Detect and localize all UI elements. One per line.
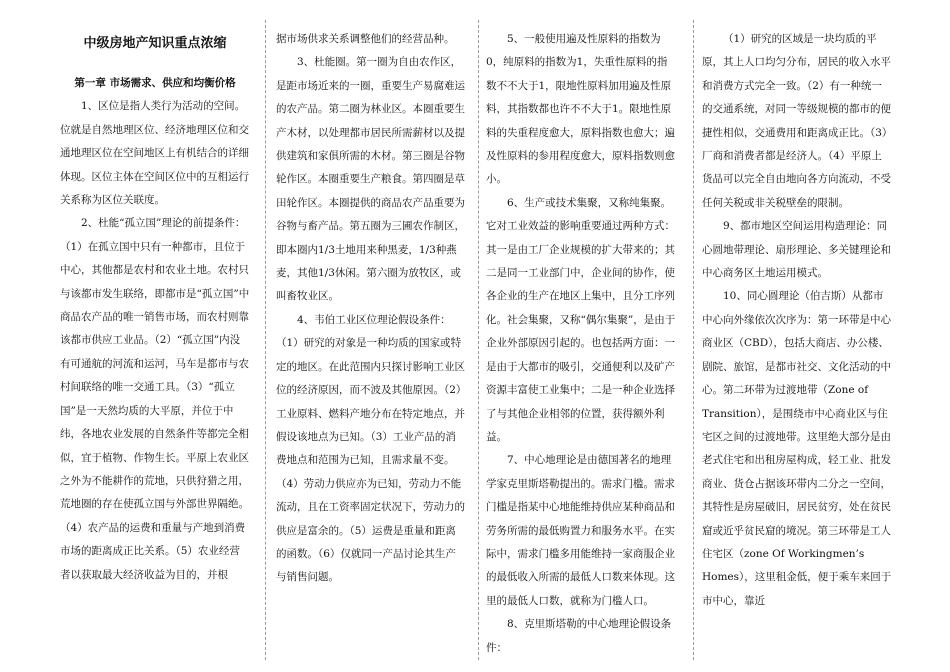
- paragraph: 5、一般使用遍及性原料的指数为0，纯原料的指数为1，失重性原料的指数不不大于1，限地性原料加用遍及性原料，其指数都也许不不大于1。限地性原料的失重程度愈大，原料指数也愈大；遍及性原料的参用程度愈大，原料指数则愈小。: [486, 33, 675, 186]
- paragraph: 1、区位是指人类行为活动的空间。位就是自然地理区位、经济地理区位和交通地理区位在空间地区上有机结合的详细体现。区位主体在空间区位中的互相运行关系称为区位关联度。: [60, 100, 249, 207]
- paragraph: （1）研究的区域是一块均质的平原，其上人口均匀分布，居民的收入水平和消费方式完全一致。（2）有一种统一的交通系统，对同一等级规模的都市的便捷性相似，交通费用和距离成正比。（3）厂商和消费者都是经济人。（4）平原上货品可以完全自由地向各方向流动，不受任何关税或非关税壁垒的限制。: [702, 33, 891, 209]
- paragraph: 10、同心圆理论（伯吉斯）从都市中心向外缘依次次序为：第一环带是中心商业区（CBD），包括大商店、办公楼、剧院、旅馆，是都市社交、文化活动的中心。第二环带为过渡地带（Zone of Transition），是围绕市中心商业区与住宅区之间的过渡地带。这里绝大部分是由老式住宅和出租房屋构成，轻工业、批发商业、货仓占据该环带内二分之一空间，其特性是房屋破旧，居民贫穷，处在贫民窟或近乎贫民窟的境况。第三环带是工人住宅区（zone Of Workingmen’s Homes），这里租金低，便于乘车来回于市中心，靠近: [702, 290, 892, 607]
- column-4: [702, 28, 892, 613]
- paragraph: 6、生产或技术集聚，又称纯集聚。它对工业效益的影响重要通过两种方式：其一是由工厂企业规模的扩大带来的；其二是同一工业部门中，企业间的协作，使各企业的生产在地区上集中，且分工序列化。社会集聚，又称“偶尔集聚”，是由于企业外部原因引起的。也包括两方面：一是由于大都市的吸引，交通便利以及矿产资源丰富使工业集中；二是一种企业选择了与其他企业相邻的位置，获得额外利益。: [486, 196, 676, 443]
- document-title: 中级房地产知识重点浓缩: [83, 36, 227, 51]
- paragraph: 7、中心地理论是由德国著名的地理学家克里斯塔勒提出的。需求门槛。需求门槛是指某中心地能维持供应某种商品和劳务所需的最低购置力和服务水平。在实际中，需求门槛多用能维持一家商服企业的最低收入所需的最低人口数来体现。这里的最低人口数，就称为门槛人口。: [486, 454, 675, 607]
- column-divider: [478, 20, 479, 660]
- column-divider: [693, 20, 694, 660]
- paragraph: 2、杜能“孤立国”理论的前提条件：: [81, 217, 246, 230]
- chapter-heading: 第一章 市场需求、供应和均衡价格: [74, 77, 236, 89]
- column-1: [60, 28, 250, 587]
- paragraph: 4、韦伯工业区位理论假设条件：（1）研究的对象是一种均质的国家或特定的地区。在此范围内只探讨影响工业区位的经济原因，而不波及其他原因。（2）工业原料、燃料产地分布在特定地点，并假设该地点为已知。（3）工业产品的消费地点和范围为已知，且需求量不变。（4）劳动力供应亦为已知，劳动力不能流动，且在工资率固定状况下，劳动力的供应是富余的。（5）运费是重量和距离的函数。（6）仅就同一产品讨论其生产与销售问题。: [276, 313, 465, 584]
- column-2: [276, 28, 466, 590]
- paragraph: 9、都市地区空间运用构造理论：同心圆地带理论、扇形理论、多关键理论和中心商务区土地运用模式。: [702, 220, 891, 280]
- paragraph: 3、杜能圈。第一圈为自由农作区，是距市场近来的一圈，重要生产易腐难运的农产品。第二圈为林业区。本圈重要生产木材，以处理都市居民所需薪材以及提供建筑和家俱所需的木材。第三圈是谷物轮作区。本圈重要生产粮食。第四圈是草田轮作区。本圈提供的商品农产品重要为谷物与畜产品。第五圈为三圃农作制区，即本圈内1/3土地用来种黑麦，1/3种燕麦，其他1/3休闲。第六圈为放牧区，或叫畜牧业区。: [276, 56, 465, 303]
- paragraph: （1）在孤立国中只有一种都市，且位于中心，其他都是农村和农业土地。农村只与该都市发生联络，即都市是“孤立国”中商品农产品的唯一销售市场，而农村则靠该都市供应工业品。（2）“孤立国”内没有可通航的河流和运河，马车是都市与农村间联络的唯一交通工具。（3）“孤立国”是一天然均质的大平原，并位于中纬，各地农业发展的自然条件等都完全相似，宜于植物、作物生长。平原上农业区之外为不能耕作的荒地，只供狩猎之用，荒地圈的存在使孤立国与外部世界隔绝。（4）农产品的运费和重量与产地到消费市场的距离成正比关系。（5）农业经营者以获取最大经济收益为目的，并根: [60, 240, 250, 581]
- paragraph: 据市场供求关系调整他们的经营品种。: [276, 33, 455, 45]
- column-3: [486, 28, 676, 660]
- column-divider: [265, 20, 266, 660]
- paragraph: 8、克里斯塔勒的中心地理论假设条件：: [486, 618, 672, 654]
